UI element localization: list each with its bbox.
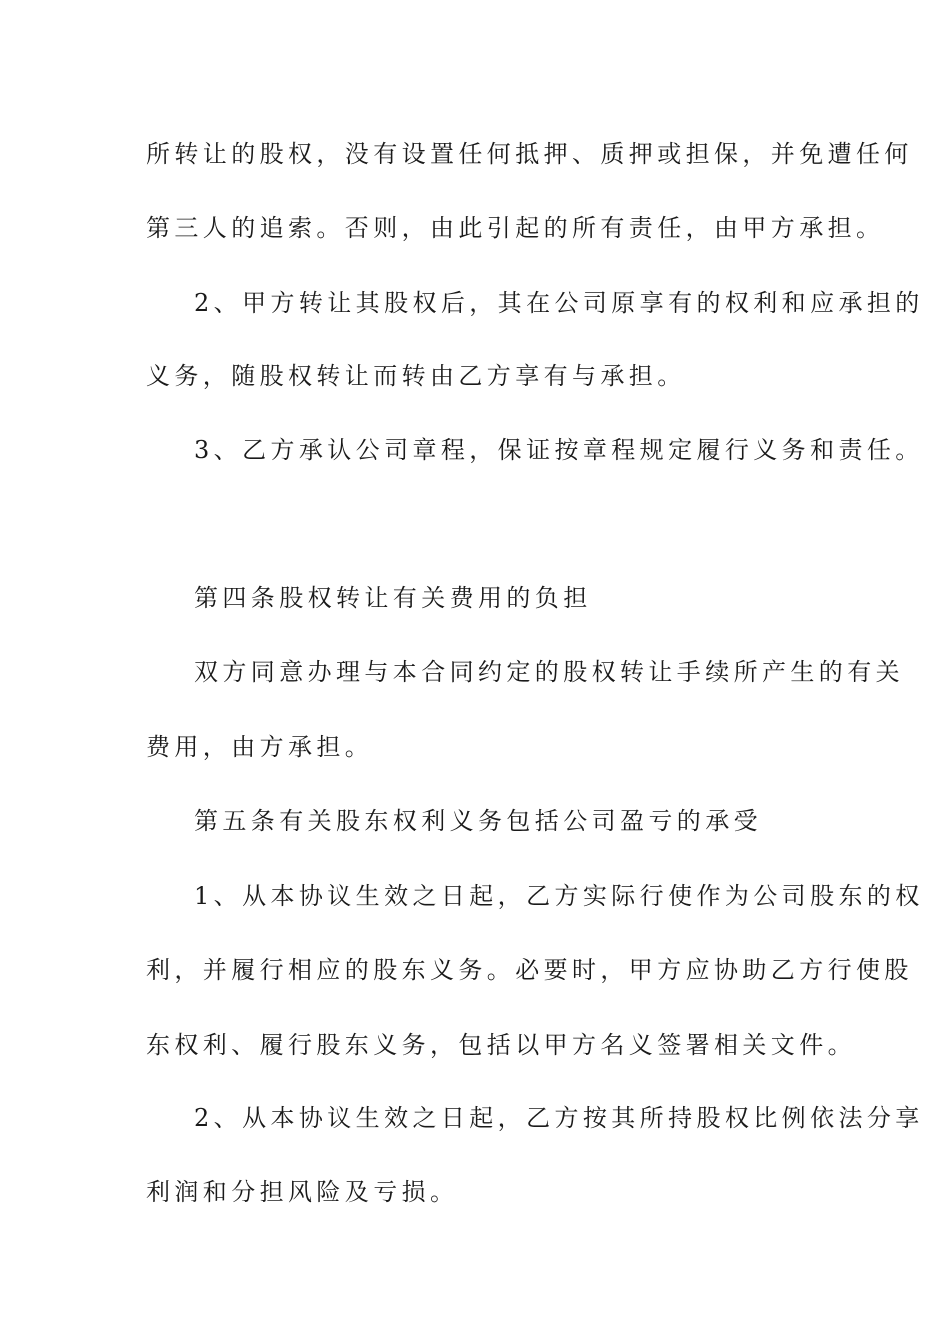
text-line: 义务，随股权转让而转由乙方享有与承担。 [146, 362, 686, 390]
text-line: 3、乙方承认公司章程，保证按章程规定履行义务和责任。 [194, 436, 924, 464]
text-line: 利，并履行相应的股东义务。必要时，甲方应协助乙方行使股 [146, 956, 913, 984]
text-line: 所转让的股权，没有设置任何抵押、质押或担保，并免遭任何 [146, 140, 913, 168]
text-line: 利润和分担风险及亏损。 [146, 1178, 459, 1206]
text-line: 东权利、履行股东义务，包括以甲方名义签署相关文件。 [146, 1031, 856, 1059]
text-line: 双方同意办理与本合同约定的股权转让手续所产生的有关 [194, 658, 904, 686]
text-line: 1、从本协议生效之日起，乙方实际行使作为公司股东的权 [194, 882, 924, 910]
text-line: 第三人的追索。否则，由此引起的所有责任，由甲方承担。 [146, 214, 885, 242]
section-heading: 第五条有关股东权利义务包括公司盈亏的承受 [194, 807, 762, 835]
section-heading: 第四条股权转让有关费用的负担 [194, 584, 592, 612]
text-line: 2、甲方转让其股权后，其在公司原享有的权利和应承担的 [194, 289, 924, 317]
text-line: 2、从本协议生效之日起，乙方按其所持股权比例依法分享 [194, 1104, 924, 1132]
text-line: 费用，由方承担。 [146, 733, 374, 761]
